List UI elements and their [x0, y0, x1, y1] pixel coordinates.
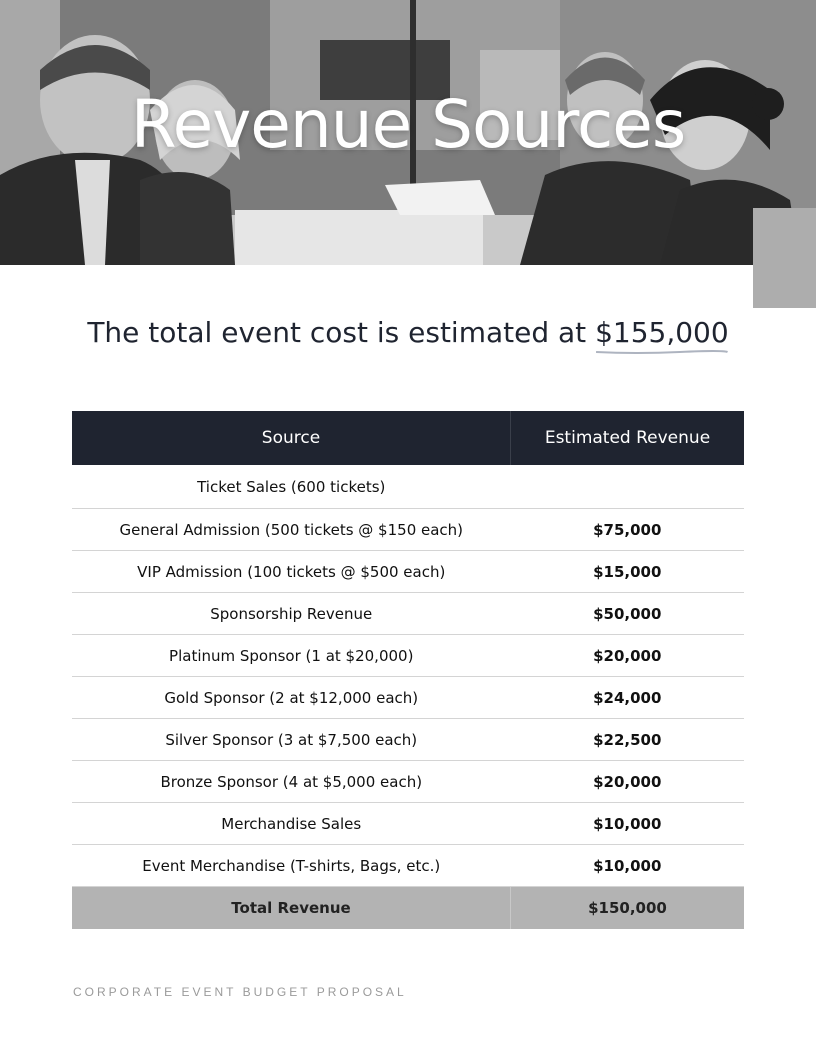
- footer-label: CORPORATE EVENT BUDGET PROPOSAL: [73, 985, 407, 999]
- revenue-table: [72, 411, 744, 929]
- row-source: Sponsorship Revenue: [72, 593, 511, 635]
- total-row: [72, 887, 744, 930]
- row-revenue: $75,000: [511, 509, 745, 551]
- cost-amount: [595, 316, 729, 349]
- row-source: Gold Sponsor (2 at $12,000 each): [72, 677, 511, 719]
- decorative-block: [753, 208, 816, 308]
- table-row: [72, 509, 744, 551]
- row-source: Platinum Sponsor (1 at $20,000): [72, 635, 511, 677]
- row-source: General Admission (500 tickets @ $150 each): [72, 509, 511, 551]
- table-row: [72, 593, 744, 635]
- total-value: $150,000: [511, 887, 745, 930]
- row-revenue: $50,000: [511, 593, 745, 635]
- table-row: [72, 845, 744, 887]
- row-revenue: $20,000: [511, 761, 745, 803]
- header-source: Source: [72, 411, 511, 465]
- row-revenue: $10,000: [511, 803, 745, 845]
- header-revenue: Estimated Revenue: [511, 411, 745, 465]
- row-source: Ticket Sales (600 tickets): [72, 465, 511, 509]
- row-revenue: $20,000: [511, 635, 745, 677]
- row-revenue: [511, 465, 745, 509]
- total-label: Total Revenue: [72, 887, 511, 930]
- table-row: [72, 803, 744, 845]
- row-source: Silver Sponsor (3 at $7,500 each): [72, 719, 511, 761]
- cost-summary-text: The total event cost is estimated at: [87, 316, 596, 349]
- row-source: Event Merchandise (T-shirts, Bags, etc.): [72, 845, 511, 887]
- row-revenue: $22,500: [511, 719, 745, 761]
- row-source: VIP Admission (100 tickets @ $500 each): [72, 551, 511, 593]
- row-source: Merchandise Sales: [72, 803, 511, 845]
- row-revenue: $24,000: [511, 677, 745, 719]
- row-revenue: $15,000: [511, 551, 745, 593]
- cost-summary: [0, 316, 816, 349]
- table-row: [72, 761, 744, 803]
- table-row: [72, 635, 744, 677]
- table-row: [72, 551, 744, 593]
- table-row: [72, 677, 744, 719]
- table-row: [72, 719, 744, 761]
- table-header-row: [72, 411, 744, 465]
- hero-image: [0, 0, 816, 265]
- cost-amount-value: $155,000: [595, 316, 729, 349]
- page-title: Revenue Sources: [130, 86, 686, 163]
- row-source: Bronze Sponsor (4 at $5,000 each): [72, 761, 511, 803]
- underline-stroke: [595, 349, 729, 355]
- table-row: [72, 465, 744, 509]
- row-revenue: $10,000: [511, 845, 745, 887]
